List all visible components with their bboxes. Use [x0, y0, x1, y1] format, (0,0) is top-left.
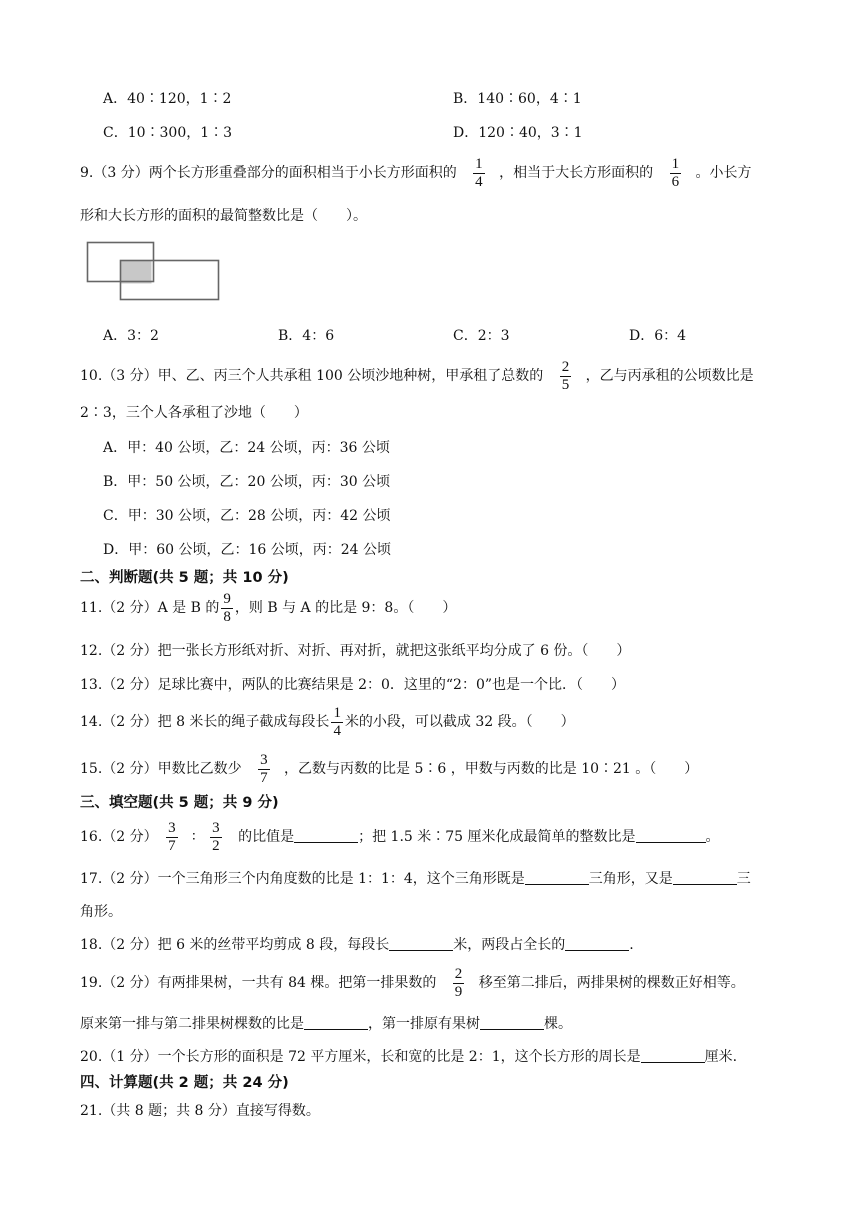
- q10-option-c: C．甲：30 公顷，乙：28 公顷，丙：42 公顷: [103, 508, 391, 524]
- q10-fraction: $\frac{2}{5}$: [561, 358, 570, 393]
- q8-option-b: B．140∶60，4∶1: [453, 91, 582, 107]
- q15-fraction: $\frac{3}{7}$: [260, 751, 268, 786]
- q10-prefix: 10.（3 分）甲、乙、丙三个人共承租 100 公顷沙地种树，甲承租了总数的: [80, 368, 544, 384]
- q18-end: .: [629, 937, 634, 953]
- overlap-region: [121, 261, 152, 284]
- q11-tail: ，则 B 与 A 的比是 9：8。（ ）: [234, 600, 457, 616]
- q19-prefix: 19.（2 分）有两排果树，一共有 84 棵。把第一排果数的: [80, 975, 437, 991]
- q9-mid: ，相当于大长方形面积的: [499, 165, 654, 181]
- q12-line: 12.（2 分）把一张长方形纸对折、对折、再对折，就把这张纸平均分成了 6 份。（ ）: [80, 643, 631, 659]
- answer-blank[interactable]: [636, 828, 706, 843]
- q17-end: 三: [736, 871, 751, 887]
- q14-fraction: $\frac{1}{4}$: [333, 704, 341, 739]
- q9-fraction-1: $\frac{1}{4}$: [475, 155, 483, 190]
- q19-line2-mid: ，第一排原有果树: [368, 1016, 480, 1032]
- q20-line: [80, 1047, 737, 1067]
- q10-option-d: D．甲：60 公顷，乙：16 公顷，丙：24 公顷: [103, 542, 392, 558]
- q8-option-a: A．40∶120，1∶2: [103, 91, 232, 107]
- q21-line: 21.（共 8 题；共 8 分）直接写得数。: [80, 1103, 320, 1119]
- q11-fraction: $\frac{9}{8}$: [223, 590, 231, 625]
- answer-blank[interactable]: [673, 870, 737, 885]
- q9-option-a: A．3：2: [103, 328, 159, 344]
- q9-option-c: C．2：3: [453, 328, 510, 344]
- q18-mid: 米，两段占全长的: [453, 937, 566, 953]
- q10-line2: 2∶3，三个人各承租了沙地（ ）: [80, 405, 308, 421]
- q18-prefix: 18.（2 分）把 6 米的丝带平均剪成 8 段，每段长: [80, 937, 390, 953]
- answer-blank[interactable]: [525, 870, 589, 885]
- q15-line: [80, 751, 698, 787]
- q16-mid2: ；把 1.5 米∶75 厘米化成最简单的整数比是: [358, 829, 636, 845]
- section-heading-judgement: 二、判断题(共 5 题；共 10 分): [80, 570, 289, 586]
- q9-fraction-2: $\frac{1}{6}$: [671, 155, 680, 190]
- q19-tail: 移至第二排后，两排果树的棵数正好相等。: [478, 975, 745, 991]
- q8-option-c: C．10∶300，1∶3: [103, 125, 233, 141]
- answer-blank[interactable]: [304, 1015, 368, 1030]
- q14-prefix: 14.（2 分）把 8 米长的绳子截成每段长: [80, 714, 330, 730]
- overlapping-rectangles-figure: [86, 241, 222, 303]
- q10-option-a: A．甲：40 公顷，乙：24 公顷，丙：36 公顷: [103, 440, 390, 456]
- q8-option-d: D．120∶40，3∶1: [453, 125, 583, 141]
- answer-blank[interactable]: [480, 1015, 544, 1030]
- q19-line2-prefix: 原来第一排与第二排果树棵数的比是: [80, 1016, 304, 1032]
- answer-blank[interactable]: [565, 936, 629, 951]
- q16-prefix: 16.（2 分）: [80, 829, 158, 845]
- section-heading-fill-in: 三、填空题(共 5 题；共 9 分): [80, 795, 279, 811]
- q16-fraction-2: $\frac{3}{2}$: [212, 819, 220, 854]
- q20-end: 厘米.: [704, 1049, 738, 1065]
- q19-line2-end: 棵。: [544, 1016, 572, 1032]
- q14-line: [80, 704, 575, 740]
- q9-tail: 。小长方: [695, 165, 752, 181]
- q10-option-b: B．甲：50 公顷，乙：20 公顷，丙：30 公顷: [103, 474, 391, 490]
- q13-line: 13.（2 分）足球比赛中，两队的比赛结果是 2：0．这里的“2：0”也是一个比．（ ）: [80, 677, 626, 693]
- answer-blank[interactable]: [389, 936, 453, 951]
- q10-line1: [80, 358, 754, 394]
- q11-line: [80, 590, 456, 626]
- q9-prefix: 9.（3 分）两个长方形重叠部分的面积相当于小长方形面积的: [80, 165, 457, 181]
- q19-line2: [80, 1014, 572, 1034]
- q19-line1: [80, 965, 745, 1001]
- q17-line2: 角形。: [80, 904, 122, 920]
- q16-line: [80, 819, 720, 855]
- q15-tail: ，乙数与丙数的比是 5∶6 ，甲数与丙数的比是 10∶21 。（ ）: [284, 761, 699, 777]
- q18-line: [80, 935, 634, 955]
- q9-option-b: B．4：6: [278, 328, 335, 344]
- answer-blank[interactable]: [294, 828, 358, 843]
- q16-fraction-1: $\frac{3}{7}$: [168, 819, 176, 854]
- q16-mid: 的比值是: [238, 829, 295, 845]
- q9-line2: 形和大长方形的面积的最简整数比是（ ）。: [80, 208, 367, 224]
- answer-blank[interactable]: [641, 1048, 705, 1063]
- q15-prefix: 15.（2 分）甲数比乙数少: [80, 761, 242, 777]
- q16-end: 。: [705, 829, 720, 845]
- q16-colon: ∶: [192, 829, 196, 845]
- q14-tail: 米的小段，可以截成 32 段。（ ）: [344, 714, 575, 730]
- q9-option-d: D．6：4: [629, 328, 687, 344]
- q19-fraction: $\frac{2}{9}$: [454, 965, 463, 1000]
- q17-mid: 三角形，又是: [588, 871, 673, 887]
- q10-tail: ，乙与丙承租的公顷数比是: [585, 368, 754, 384]
- q9-line1: [80, 155, 752, 191]
- section-heading-calculation: 四、计算题(共 2 题；共 24 分): [80, 1075, 289, 1091]
- q17-line1: [80, 869, 751, 889]
- q11-prefix: 11.（2 分）A 是 B 的: [80, 600, 220, 616]
- q20-prefix: 20.（1 分）一个长方形的面积是 72 平方厘米，长和宽的比是 2：1，这个长方形的周长是: [80, 1049, 641, 1065]
- q17-prefix: 17.（2 分）一个三角形三个内角度数的比是 1：1：4，这个三角形既是: [80, 871, 525, 887]
